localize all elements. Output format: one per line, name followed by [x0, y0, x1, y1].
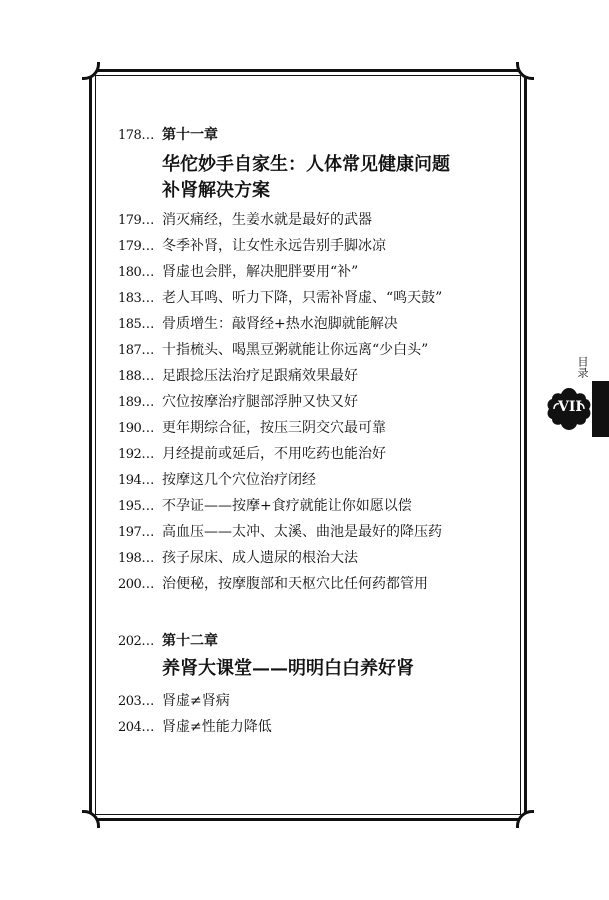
toc-entry[interactable] — [118, 263, 358, 282]
entry-title: 治便秘，按摩腹部和天枢穴比任何药都管用 — [162, 576, 428, 592]
chapter-label: 第十一章 — [162, 127, 218, 143]
toc-entry[interactable] — [118, 718, 272, 737]
page-number: 198… — [118, 551, 154, 566]
toc-entry[interactable] — [118, 237, 386, 256]
page-number: 179… — [118, 239, 154, 254]
entry-title: 骨质增生：敲肾经+热水泡脚就能解决 — [162, 316, 398, 332]
page-number: 190… — [118, 421, 154, 436]
toc-entry[interactable] — [118, 315, 398, 334]
chapter-12-heading[interactable] — [118, 632, 218, 651]
entry-title: 更年期综合征，按压三阴交穴最可靠 — [162, 420, 386, 436]
page-number: 200… — [118, 577, 154, 592]
roman-page-number: VII — [558, 399, 582, 415]
page-number: 189… — [118, 395, 154, 410]
toc-entry[interactable] — [118, 471, 316, 490]
chapter-12-title: 养肾大课堂——明明白白养好肾 — [162, 658, 414, 679]
entry-title: 老人耳鸣、听力下降，只需补肾虚、“鸣天鼓” — [162, 290, 443, 306]
page-number: 185… — [118, 317, 154, 332]
toc-entry[interactable] — [118, 692, 230, 711]
toc-entry[interactable] — [118, 211, 372, 230]
page-number: 183… — [118, 291, 154, 306]
entry-title: 按摩这几个穴位治疗闭经 — [162, 472, 316, 488]
page-number: 187… — [118, 343, 154, 358]
toc-entry[interactable] — [118, 341, 428, 360]
page-number: 204… — [118, 720, 154, 735]
toc-entry[interactable] — [118, 393, 358, 412]
chapter-11-heading[interactable] — [118, 126, 218, 145]
toc-entry[interactable] — [118, 445, 386, 464]
entry-title: 十指梳头、喝黑豆粥就能让你远离“少白头” — [162, 342, 429, 358]
entry-title: 足跟捻压法治疗足跟痛效果最好 — [162, 368, 358, 384]
page-number: 195… — [118, 499, 154, 514]
toc-entry[interactable] — [118, 523, 442, 542]
toc-entry[interactable] — [118, 367, 358, 386]
page-number: 178… — [118, 128, 154, 143]
page-number: 203… — [118, 694, 154, 709]
entry-title: 肾虚≠性能力降低 — [162, 719, 272, 735]
entry-title: 月经提前或延后，不用吃药也能治好 — [162, 446, 386, 462]
page-number: 188… — [118, 369, 154, 384]
toc-entry[interactable] — [118, 549, 358, 568]
entry-title: 消灭痛经，生姜水就是最好的武器 — [162, 212, 372, 228]
toc-entry[interactable] — [118, 419, 386, 438]
chapter-label: 第十二章 — [162, 633, 218, 649]
entry-title: 冬季补肾，让女性永远告别手脚冰凉 — [162, 238, 386, 254]
entry-title: 孩子尿床、成人遗尿的根治大法 — [162, 550, 358, 566]
section-label: 目录 — [576, 356, 589, 378]
toc-entry[interactable] — [118, 497, 412, 516]
toc-entry[interactable] — [118, 289, 442, 308]
toc-entry[interactable] — [118, 575, 428, 594]
chapter-11-title: 华佗妙手自家生：人体常见健康问题补肾解决方案 — [162, 154, 450, 201]
entry-title: 穴位按摩治疗腿部浮肿又快又好 — [162, 394, 358, 410]
entry-title: 肾虚≠肾病 — [162, 693, 230, 709]
entry-title: 不孕证——按摩+食疗就能让你如愿以偿 — [162, 498, 412, 514]
page-number: 194… — [118, 473, 154, 488]
entry-title: 高血压——太冲、太溪、曲池是最好的降压药 — [162, 524, 442, 540]
entry-title: 肾虚也会胖，解决肥胖要用“补” — [162, 264, 359, 280]
page-number: 179… — [118, 213, 154, 228]
page-number: 202… — [118, 634, 154, 649]
page-number: 197… — [118, 525, 154, 540]
thumb-tab — [592, 381, 609, 437]
page-number: 192… — [118, 447, 154, 462]
page-number: 180… — [118, 265, 154, 280]
